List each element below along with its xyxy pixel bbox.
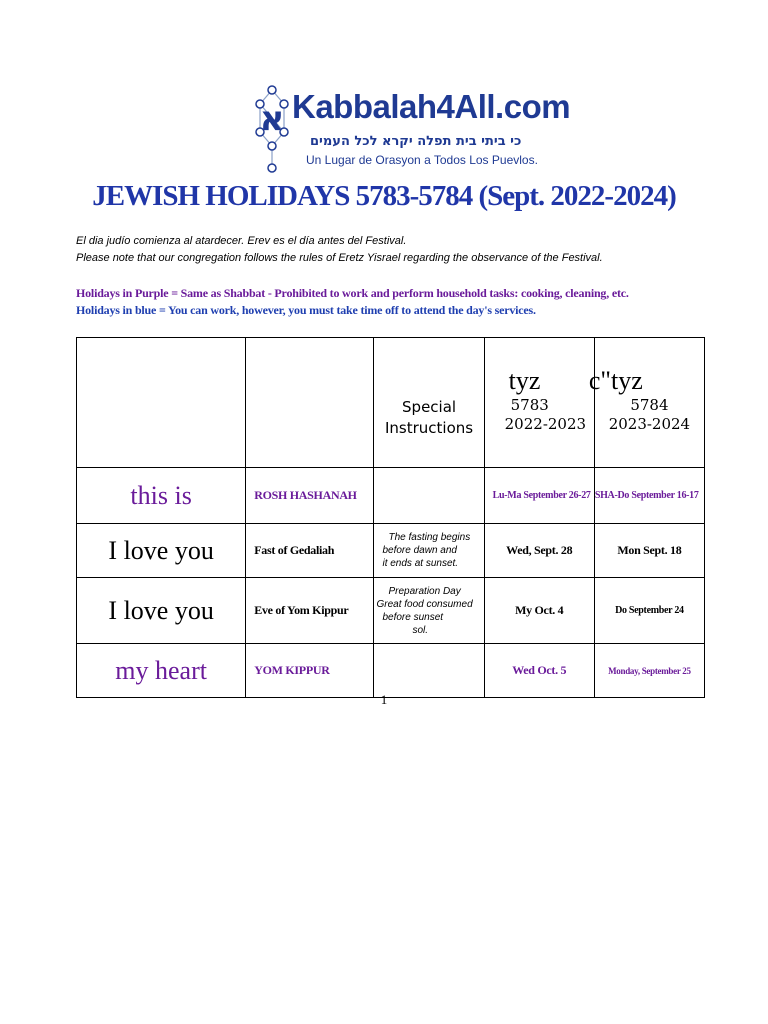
instruction-line: before sunset bbox=[382, 611, 444, 623]
svg-text:א: א bbox=[259, 99, 285, 139]
logo-name: Kabbalah4All.com bbox=[292, 88, 571, 125]
logo-tagline: Un Lugar de Orasyon a Todos Los Puevlos. bbox=[306, 153, 538, 167]
row-label: my heart bbox=[77, 644, 246, 698]
header-empty-1 bbox=[77, 338, 246, 468]
note-line-2: Please note that our congregation follows the rules of Eretz Yisrael regarding the observance of the Festival. bbox=[76, 252, 603, 264]
instruction-line: The fasting begins bbox=[388, 532, 471, 543]
instruction-line: before dawn and bbox=[382, 545, 457, 556]
header-5784-range: 2023-2024 bbox=[608, 415, 691, 433]
date-5784: Monday, September 25 bbox=[594, 644, 704, 698]
tree-of-life-aleph-icon bbox=[252, 82, 292, 176]
table-header-row bbox=[77, 338, 705, 468]
header-5783-year: 5783 bbox=[510, 396, 549, 414]
header-5783 bbox=[484, 338, 594, 468]
holiday-instructions bbox=[374, 468, 484, 524]
holiday-instructions bbox=[374, 524, 484, 578]
holiday-instructions bbox=[374, 578, 484, 644]
holidays-table bbox=[76, 337, 705, 698]
legend-purple: Holidays in Purple = Same as Shabbat - Prohibited to work and perform household tasks: cooking, cleaning, etc. bbox=[76, 286, 629, 300]
header-5783-hebrew: tyz bbox=[508, 366, 541, 395]
row-label: I love you bbox=[77, 524, 246, 578]
instruction-line: Preparation Day bbox=[388, 585, 461, 597]
holiday-name: ROSH HASHANAH bbox=[246, 468, 374, 524]
header-5784-hebrew: c"tyz bbox=[588, 366, 643, 395]
holiday-name: YOM KIPPUR bbox=[246, 644, 374, 698]
page-title: JEWISH HOLIDAYS 5783-5784 (Sept. 2022-2024) bbox=[92, 180, 676, 212]
row-label: I love you bbox=[77, 578, 246, 644]
header-special-instructions bbox=[374, 338, 484, 468]
date-5784: Mon Sept. 18 bbox=[594, 524, 704, 578]
date-5783: Lu-Ma September 26-27 bbox=[484, 468, 594, 524]
table-row bbox=[77, 644, 705, 698]
header-special-line1: Special bbox=[402, 397, 457, 416]
header-5784 bbox=[588, 338, 704, 468]
holiday-instructions bbox=[374, 644, 484, 698]
holiday-name: Fast of Gedaliah bbox=[246, 524, 374, 578]
instruction-line: it ends at sunset. bbox=[382, 558, 459, 569]
table-row bbox=[77, 524, 705, 578]
header-empty-2 bbox=[246, 338, 374, 468]
date-5783: Wed, Sept. 28 bbox=[484, 524, 594, 578]
instruction-line: Great food consumed bbox=[376, 598, 473, 610]
date-5784: SHA-Do September 16-17 bbox=[594, 468, 704, 524]
date-5783: My Oct. 4 bbox=[484, 578, 594, 644]
table-row bbox=[77, 468, 705, 524]
header-5783-range: 2022-2023 bbox=[504, 415, 587, 433]
date-5783: Wed Oct. 5 bbox=[484, 644, 594, 698]
page-number: 1 bbox=[380, 692, 388, 707]
header-5784-year: 5784 bbox=[630, 396, 669, 414]
kabbalah4all-logo bbox=[252, 82, 571, 178]
row-label: this is bbox=[77, 468, 246, 524]
note-line-1: El dia judío comienza al atardecer. Erev es el día antes del Festival. bbox=[76, 235, 407, 247]
header-special-line2: Instructions bbox=[385, 418, 474, 437]
logo-hebrew-text: כי ביתי בית תפלה יקרא לכל העמים bbox=[310, 134, 522, 149]
legend-blue: Holidays in blue = You can work, however, you must take time off to attend the day's services. bbox=[76, 303, 536, 317]
holiday-name: Eve of Yom Kippur bbox=[246, 578, 374, 644]
table-row bbox=[77, 578, 705, 644]
date-5784: Do September 24 bbox=[594, 578, 704, 644]
instruction-line: sol. bbox=[412, 624, 429, 636]
